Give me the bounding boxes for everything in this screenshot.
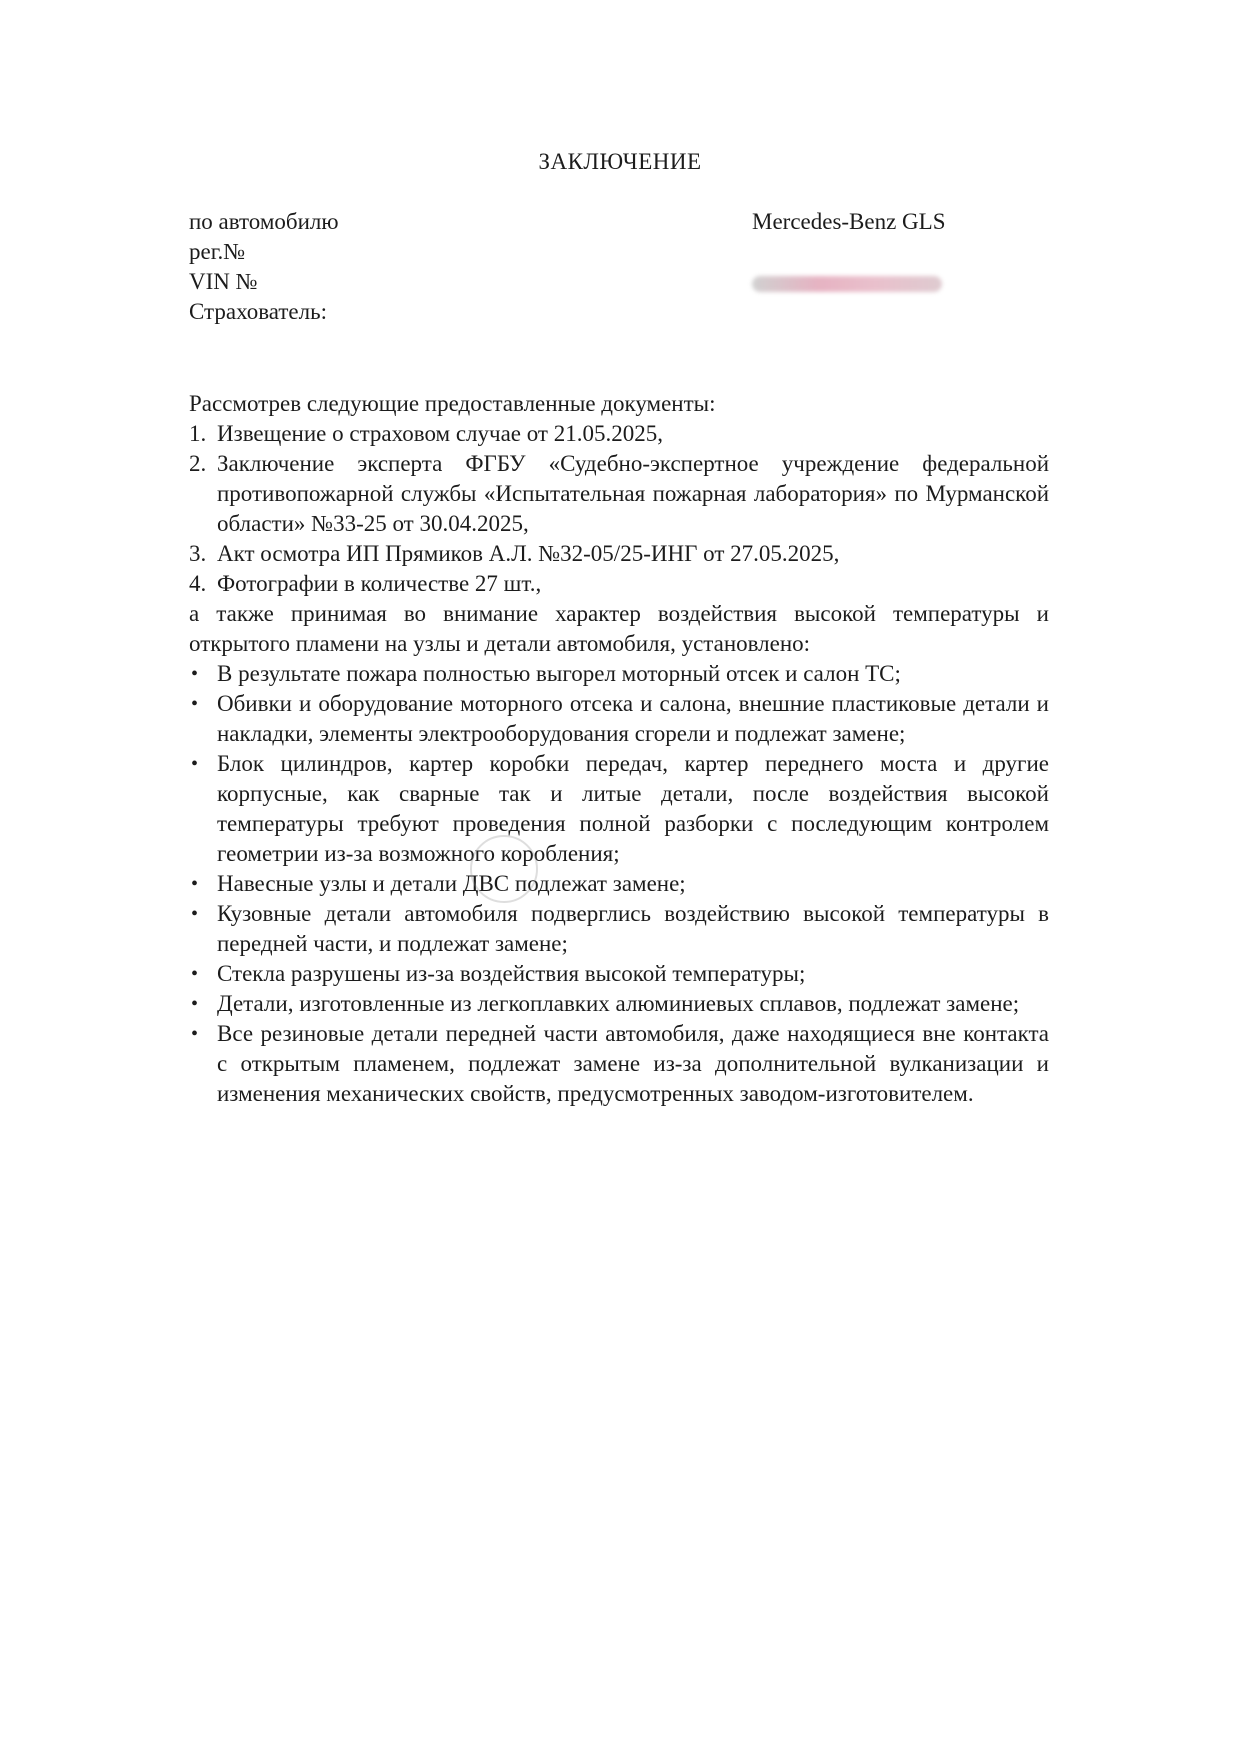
- vin-label: VIN №: [189, 269, 258, 294]
- insured-row: [189, 297, 1049, 327]
- bullet-icon: •: [191, 903, 199, 925]
- bullet-icon: •: [191, 1023, 199, 1045]
- finding-item: [189, 959, 1049, 989]
- finding-item: [189, 659, 1049, 689]
- finding-item: [189, 899, 1049, 959]
- document-item: [189, 419, 1049, 449]
- bullet-icon: •: [191, 873, 199, 895]
- consideration-text: а также принимая во внимание характер воздействия высокой температуры и открытого пламени на узлы и детали автомобиля, установлено:: [189, 601, 1049, 656]
- vin-redacted: [752, 267, 942, 300]
- bullet-icon: •: [191, 963, 199, 985]
- bullet-icon: •: [191, 993, 199, 1015]
- vehicle-label: по автомобилю: [189, 209, 339, 234]
- reg-number-row: [189, 237, 1049, 267]
- item-text: Фотографии в количестве 27 шт.,: [217, 571, 542, 596]
- finding-item: [189, 689, 1049, 749]
- document-title: ЗАКЛЮЧЕНИЕ: [538, 149, 702, 174]
- vehicle-value: Mercedes-Benz GLS: [752, 209, 946, 234]
- document-body: [189, 389, 1049, 1109]
- bullet-icon: •: [191, 663, 199, 685]
- insured-label: Страхователь:: [189, 299, 327, 324]
- finding-item: [189, 749, 1049, 869]
- findings-list: [189, 659, 1049, 1109]
- intro-text: Рассмотрев следующие предоставленные документы:: [189, 391, 716, 416]
- documents-list: [189, 419, 1049, 599]
- finding-text: Детали, изготовленные из легкоплавких алюминиевых сплавов, подлежат замене;: [217, 991, 1020, 1016]
- document-item: [189, 539, 1049, 569]
- finding-text: Обивки и оборудование моторного отсека и салона, внешние пластиковые детали и накладки, элементы электрооборудования сгорели и подлежат замене;: [217, 691, 1049, 746]
- finding-item: [189, 869, 1049, 899]
- vin-row: [189, 267, 1049, 297]
- finding-text: Стекла разрушены из-за воздействия высокой температуры;: [217, 961, 806, 986]
- item-number: 1.: [189, 421, 207, 446]
- item-text: Акт осмотра ИП Прямиков А.Л. №32-05/25-ИНГ от 27.05.2025,: [217, 541, 840, 566]
- item-number: 3.: [189, 541, 207, 566]
- item-text: Заключение эксперта ФГБУ «Судебно-экспертное учреждение федеральной противопожарной службы «Испытательная пожарная лаборатория» по Мурманской области» №33-25 от 30.04.2025,: [217, 451, 1049, 536]
- bullet-icon: •: [191, 753, 199, 775]
- document-item: [189, 449, 1049, 539]
- finding-text: Все резиновые детали передней части автомобиля, даже находящиеся вне контакта с открытым пламенем, подлежат замене из-за дополнительной вулканизации и изменения механических свойств, предусмотренных заводом-изготовителем.: [217, 1021, 1049, 1106]
- bullet-icon: •: [191, 693, 199, 715]
- document-item: [189, 569, 1049, 599]
- finding-text: Блок цилиндров, картер коробки передач, картер переднего моста и другие корпусные, как сварные так и литые детали, после воздействия высокой температуры требуют проведения полной разборки с последующим контролем геометрии из-за возможного коробления;: [217, 751, 1049, 866]
- finding-text: Кузовные детали автомобиля подверглись воздействию высокой температуры в передней части, и подлежат замене;: [217, 901, 1049, 956]
- finding-text: Навесные узлы и детали ДВС подлежат замене;: [217, 871, 686, 896]
- item-text: Извещение о страховом случае от 21.05.2025,: [217, 421, 663, 446]
- finding-text: В результате пожара полностью выгорел моторный отсек и салон ТС;: [217, 661, 901, 686]
- finding-item: [189, 989, 1049, 1019]
- finding-item: [189, 1019, 1049, 1109]
- vehicle-row: [189, 207, 1049, 237]
- reg-number-label: рег.№: [189, 239, 246, 264]
- vehicle-info: [189, 207, 1049, 327]
- redaction-blur: [752, 276, 942, 292]
- item-number: 2.: [189, 451, 207, 476]
- item-number: 4.: [189, 571, 207, 596]
